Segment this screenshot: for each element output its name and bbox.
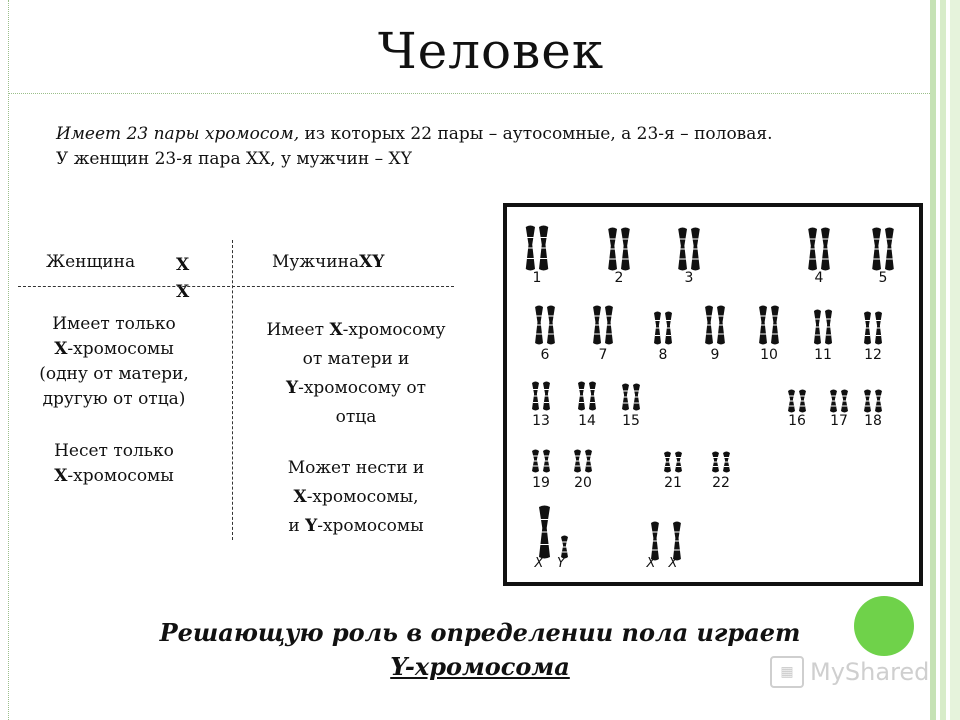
chromosome-pair (622, 384, 640, 411)
chromosome-pair (814, 310, 832, 345)
chromosome-label: 10 (760, 347, 778, 363)
chromosome-pair (651, 522, 659, 561)
decor-bar (950, 0, 960, 720)
chromosome-label: 3 (684, 270, 694, 286)
chromosome-label: 14 (578, 413, 596, 429)
chromosome-label: 16 (788, 413, 806, 429)
chromosome-pair (539, 506, 550, 559)
chromosome-pair (872, 228, 894, 271)
chromosome-label: 20 (574, 475, 592, 491)
chromosome-label: 6 (540, 347, 550, 363)
chromosome-pair (705, 306, 725, 345)
chromosome-label: X (646, 556, 656, 571)
chromosome-pair (532, 450, 550, 473)
chromosome-label: 22 (712, 475, 730, 491)
presentation-icon: ▦ (770, 656, 804, 688)
chromosome-pair (678, 228, 700, 271)
chromosome-label: 21 (664, 475, 682, 491)
intro-line1: из которых 22 пары – аутосомные, а 23-я – половая. (299, 124, 773, 144)
chromosome-label: 15 (622, 413, 640, 429)
chromosome-pair (830, 390, 848, 413)
decor-circle (854, 596, 914, 656)
chromosome-label: 11 (814, 347, 832, 363)
chromosome-label: 17 (830, 413, 848, 429)
male-description: Имеет X-хромосому от матери и Y-хромосому от отца Может нести и X-хромосомы, и Y-хромосомы (266, 320, 446, 536)
chromosome-label: 5 (878, 270, 888, 286)
watermark-logo (770, 656, 929, 688)
slide-frame-top (8, 93, 930, 94)
chromosome-pair (808, 228, 830, 271)
female-description: Имеет только X-хромосомы (одну от матери, другую от отца) Несет только X-хромосомы (39, 314, 189, 486)
decor-bar (930, 0, 936, 720)
chromosome-label: X (534, 556, 544, 571)
header-divider (18, 286, 454, 287)
chromosome-label: 4 (814, 270, 824, 286)
karyotype-image (503, 203, 923, 586)
chromosome-pair (759, 306, 779, 345)
slide-title: Человек (378, 22, 605, 80)
chromosome-label: 13 (532, 413, 550, 429)
chromosome-pair (535, 306, 555, 345)
intro-text (56, 122, 876, 172)
karyotype-svg (507, 207, 919, 582)
female-label: Женщина (46, 252, 136, 272)
chromosome-pair (664, 452, 682, 473)
female-chromosomes: X X (176, 255, 190, 302)
chromosome-pair (578, 382, 596, 411)
chromosome-pair (788, 390, 806, 413)
chromosome-pair (654, 312, 672, 345)
chromosome-pair (864, 312, 882, 345)
conclusion: Решающую роль в определении пола играет Y-хромосома (159, 618, 801, 681)
chromosome-pair (673, 522, 681, 561)
chromosome-label: 1 (532, 270, 542, 286)
chromosome-pair (712, 452, 730, 473)
intro-italic: Имеет 23 пары хромосом, (56, 124, 300, 144)
chromosome-label: 9 (710, 347, 720, 363)
chromosome-label: 8 (658, 347, 668, 363)
chromosome-pair (608, 228, 630, 271)
chromosome-label: 18 (864, 413, 882, 429)
chromosome-label: 19 (532, 475, 550, 491)
slide-frame-left (8, 0, 9, 720)
watermark-text: MyShared (810, 658, 930, 686)
chromosome-pair (574, 450, 592, 473)
chromosome-label: 2 (614, 270, 624, 286)
chromosome-label: X (668, 556, 678, 571)
chromosome-label: 12 (864, 347, 882, 363)
chromosome-pair (526, 226, 548, 271)
chromosome-label: 7 (598, 347, 608, 363)
intro-line2: У женщин 23-я пара XX, у мужчин – XY (56, 149, 412, 169)
male-label: МужчинаXY (272, 252, 385, 272)
chromosome-label: Y (557, 556, 565, 571)
chromosome-pair (864, 390, 882, 413)
decor-bar (940, 0, 946, 720)
chromosome-pair (593, 306, 613, 345)
chromosome-pair (532, 382, 550, 411)
column-divider (232, 240, 233, 540)
